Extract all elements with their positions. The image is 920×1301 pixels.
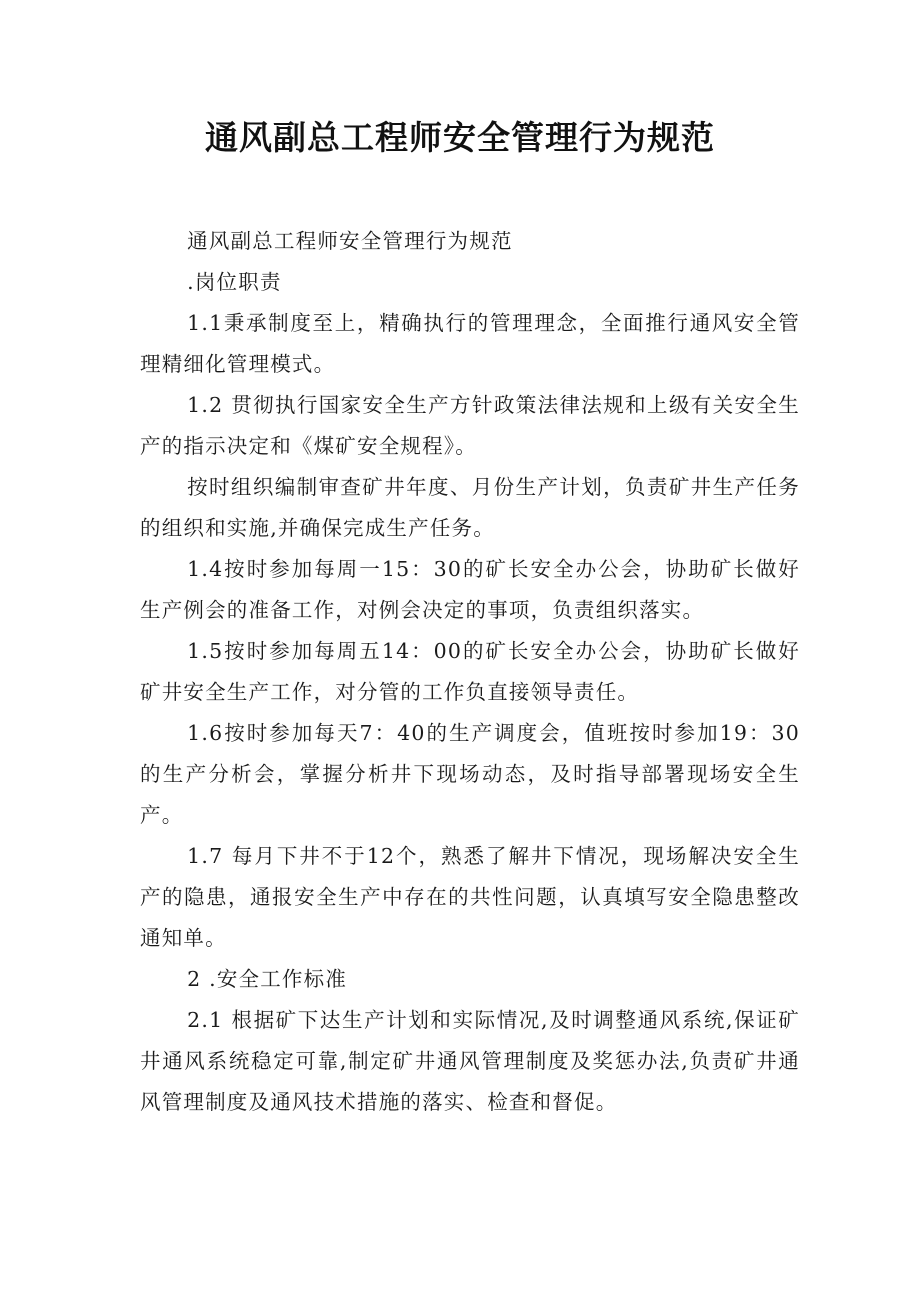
paragraph-1-2: 1.2 贯彻执行国家安全生产方针政策法律法规和上级有关安全生产的指示决定和《煤矿安全规程》。 <box>140 393 800 458</box>
document-title: 通风副总工程师安全管理行为规范 <box>205 118 715 157</box>
paragraph-1-5: 1.5按时参加每周五14：00的矿长安全办公会，协助矿长做好矿井安全生产工作，对分管的工作负直接领导责任。 <box>140 639 800 704</box>
document-subtitle: 通风副总工程师安全管理行为规范 <box>187 229 513 253</box>
paragraph-2-1: 2.1 根据矿下达生产计划和实际情况,及时调整通风系统,保证矿井通风系统稳定可靠,制定矿井通风管理制度及奖惩办法,负责矿井通风管理制度及通风技术措施的落实、检查和督促。 <box>140 1008 800 1114</box>
paragraph-1-4: 1.4按时参加每周一15：30的矿长安全办公会，协助矿长做好生产例会的准备工作，对例会决定的事项，负责组织落实。 <box>140 557 800 622</box>
paragraph-1-3: 按时组织编制审查矿井年度、月份生产计划，负责矿井生产任务的组织和实施,并确保完成生产任务。 <box>140 475 800 540</box>
paragraph-1-7: 1.7 每月下井不于12个，熟悉了解井下情况，现场解决安全生产的隐患，通报安全生产中存在的共性问题，认真填写安全隐患整改通知单。 <box>140 844 800 950</box>
section-heading-duties: .岗位职责 <box>187 270 282 294</box>
paragraph-1-1: 1.1秉承制度至上，精确执行的管理理念，全面推行通风安全管理精细化管理模式。 <box>140 311 800 376</box>
document-body <box>140 221 800 1123</box>
paragraph-1-6: 1.6按时参加每天7：40的生产调度会，值班按时参加19：30的生产分析会，掌握分析井下现场动态，及时指导部署现场安全生产。 <box>140 721 800 827</box>
section-heading-standards: 2 .安全工作标准 <box>187 967 348 991</box>
